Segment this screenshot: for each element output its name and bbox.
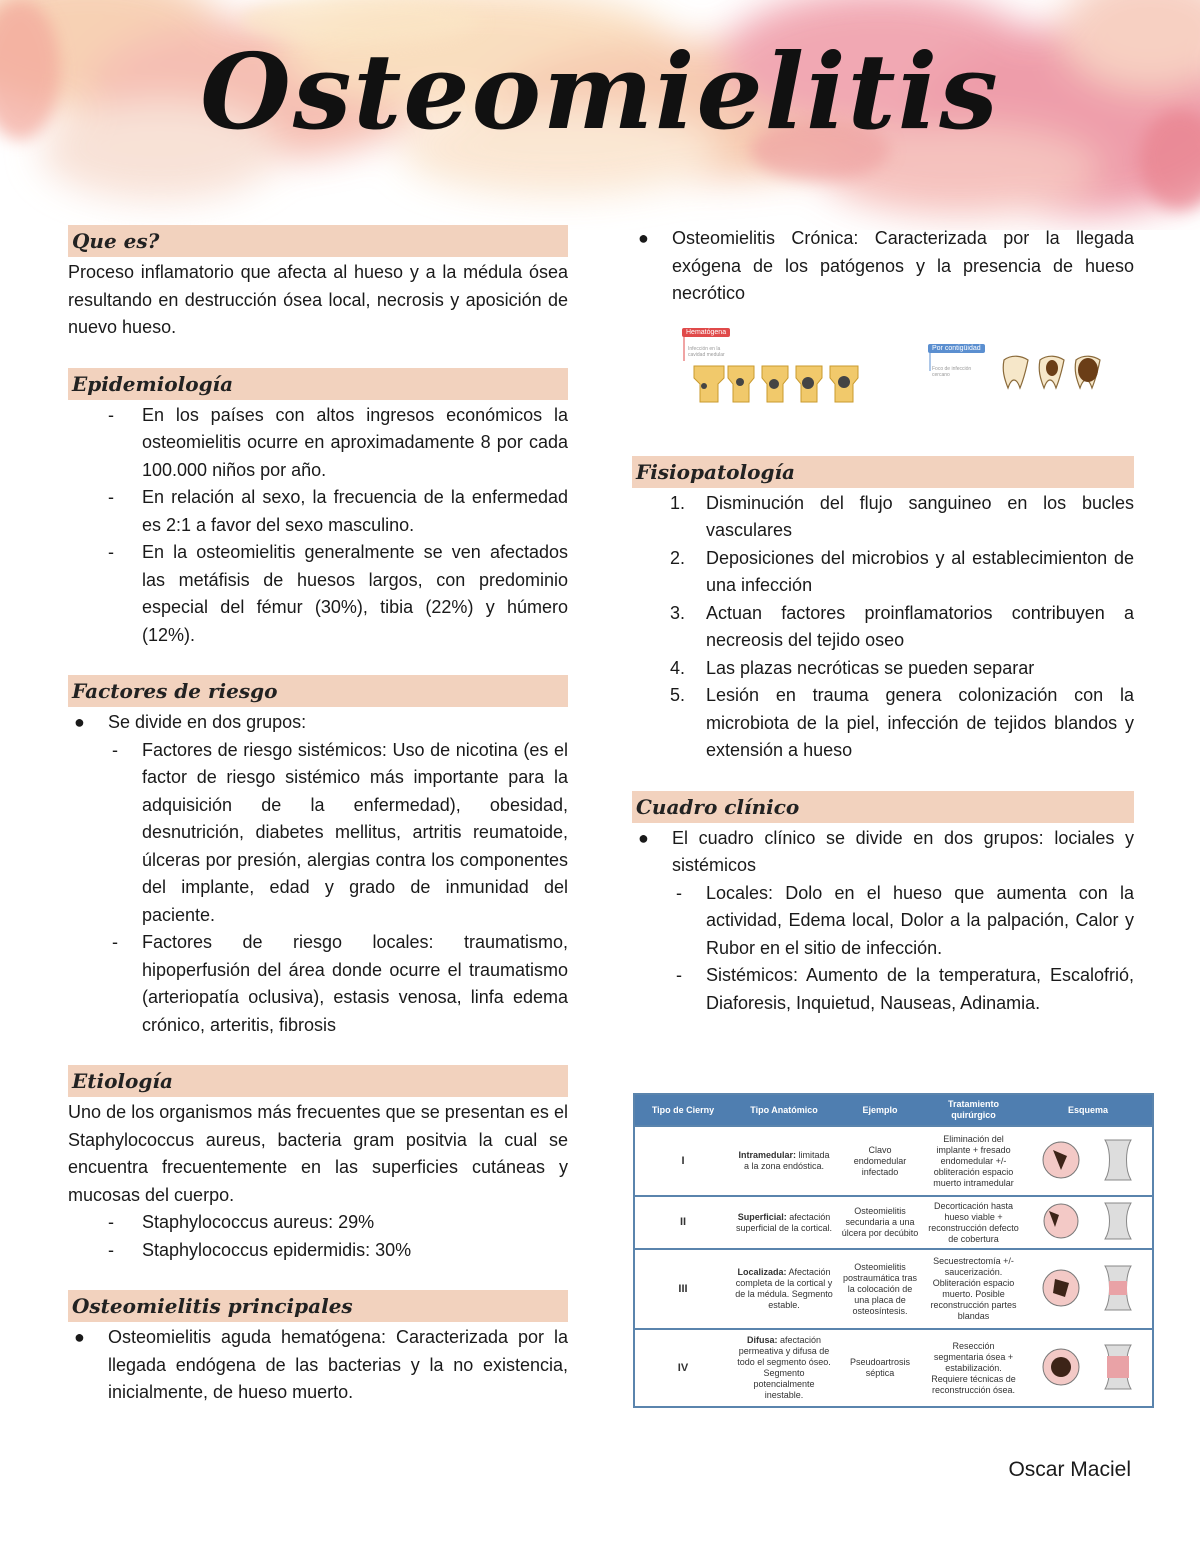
cell-esquema — [1024, 1196, 1153, 1249]
list-item: 3. Actuan factores proinflamatorios contribuyen a necreosis del tejido oseo — [670, 602, 1134, 650]
cell-esquema — [1024, 1126, 1153, 1196]
heading-epidemiologia: Epidemiología — [68, 368, 568, 400]
etiologia-list — [68, 1209, 568, 1264]
section-cuadro — [632, 791, 1134, 1018]
cell-tratamiento: Eliminación del implante + fresado endomedular +/- obliteración espacio muerto intramedular — [923, 1126, 1024, 1196]
list-item: 2. Deposiciones del microbios y al establecimienton de una infección — [670, 547, 1134, 595]
heading-fisiopatologia: Fisiopatología — [632, 456, 1134, 488]
cell-type: IV — [634, 1329, 731, 1407]
epidemiologia-list — [68, 402, 568, 650]
cuadro-list — [632, 825, 1134, 1018]
list-item: - Sistémicos: Aumento de la temperatura, Escalofrió, Diaforesis, Inquietud, Nauseas, Adinamia. — [676, 965, 1134, 1013]
cell-anatomico: Localizada: Afectación completa de la cortical y de la médula. Segmento estable. — [731, 1249, 837, 1329]
etiologia-text: Uno de los organismos más frecuentes que se presentan es el Staphylococcus aureus, bacteria gram positvia la cual se encuentra frecuentemente en las superficies cutáneas y mucosas del cuerpo. — [68, 1102, 568, 1205]
cierny-table — [633, 1093, 1154, 1408]
list-item: 5. Lesión en trauma genera colonización con la microbiota de la piel, infección de tejidos blandos y extensión a hueso — [670, 685, 1134, 760]
page-title: Osteomielitis — [200, 30, 1000, 153]
section-etiologia — [68, 1065, 568, 1264]
cell-tratamiento: Decorticación hasta hueso viable + reconstrucción defecto de cobertura — [923, 1196, 1024, 1249]
list-item: ● Se divide en dos grupos: - Factores de riesgo sistémicos: Uso de nicotina (es el factor de riesgo sistémico más importante para la adquisición de la enfermedad), obesidad, desnutrición, diabetes mellitus, artritis reumatoide, úlceras por presión, alergias contra los componentes del implante, edad y grado de inmunidad del paciente. - Factores de riesgo locales: traumatismo, hipoperfusión del área donde ocurre el traumatismo (arteriopatía oclusiva), estasis venosa, linfa edema crónico, arteritis, fibrosis — [68, 709, 568, 1039]
table-row — [634, 1196, 1153, 1249]
col-header: Esquema — [1024, 1094, 1153, 1126]
factores-list — [68, 709, 568, 1039]
cell-type: I — [634, 1126, 731, 1196]
col-header: Tratamiento quirúrgico — [923, 1094, 1024, 1126]
cell-tratamiento: Resección segmentaria ósea + estabilización. Requiere técnicas de reconstrucción ósea. — [923, 1329, 1024, 1407]
que-es-text: Proceso inflamatorio que afecta al hueso y a la médula ósea resultando en destrucción ósea local, necrosis y aposición de nuevo hueso. — [68, 262, 568, 337]
cell-anatomico: Difusa: afectación permeativa y difusa de todo el segmento óseo. Segmento potencialmente inestable. — [731, 1329, 837, 1407]
cell-ejemplo: Osteomielitis postraumática tras la colocación de una placa de osteosíntesis. — [837, 1249, 923, 1329]
list-item: ● Osteomielitis aguda hematógena: Caracterizada por la llegada endógena de las bacterias y la no existencia, inicialmente, de hueso muerto. — [74, 1327, 568, 1402]
list-item: - Factores de riesgo sistémicos: Uso de nicotina (es el factor de riesgo sistémico más importante para la adquisición de la enfermedad), obesidad, desnutrición, diabetes mellitus, artritis reumatoide, úlceras por presión, alergias contra los componentes del implante, edad y grado de inmunidad del paciente. — [112, 739, 568, 925]
col-header: Tipo Anatómico — [731, 1094, 837, 1126]
cell-tratamiento: Secuestrectomía +/- saucerización. Obliteración espacio muerto. Posible reconstrucción partes blandas — [923, 1249, 1024, 1329]
list-item: ● El cuadro clínico se divide en dos grupos: lociales y sistémicos - Locales: Dolo en el hueso que aumenta con la actividad, Edema local, Dolor a la palpación, Calor y Rubor en el sitio de infección. - Sistémicos: Aumento de la temperatura, Escalofrió, Diaforesis, Inquietud, Nauseas, Adinamia. — [632, 825, 1134, 1018]
section-que-es — [68, 225, 568, 342]
principales-list — [68, 1324, 568, 1407]
list-item: 1. Disminución del flujo sanguineo en los bucles vasculares — [670, 492, 1134, 540]
table-row — [634, 1249, 1153, 1329]
list-item: 4. Las plazas necróticas se pueden separar — [670, 657, 1035, 678]
tag-contiguidad: Por contigüidad — [928, 344, 985, 353]
section-epidemiologia — [68, 368, 568, 650]
schema-diagram — [1033, 1199, 1143, 1243]
schema-diagram — [1033, 1342, 1143, 1392]
cell-ejemplo: Clavo endomedular infectado — [837, 1126, 923, 1196]
col-header: Ejemplo — [837, 1094, 923, 1126]
fisiopatologia-list — [632, 490, 1134, 765]
heading-principales: Osteomielitis principales — [68, 1290, 568, 1322]
section-factores — [68, 675, 568, 1039]
caption-contiguidad: Foco de infección cercano — [932, 365, 972, 378]
right-column — [632, 225, 1134, 1043]
table-header-row — [634, 1094, 1153, 1126]
list-item: - En relación al sexo, la frecuencia de la enfermedad es 2:1 a favor del sexo masculino. — [108, 487, 568, 535]
section-fisiopatologia — [632, 456, 1134, 765]
author-name: Oscar Maciel — [1008, 1458, 1131, 1481]
list-item: ● Osteomielitis Crónica: Caracterizada por la llegada exógena de los patógenos y la presencia de hueso necrótico — [638, 228, 1134, 303]
heading-que-es: Que es? — [68, 225, 568, 257]
cell-anatomico: Superficial: afectación superficial de la cortical. — [731, 1196, 837, 1249]
cell-ejemplo: Pseudoartrosis séptica — [837, 1329, 923, 1407]
cell-ejemplo: Osteomielitis secundaria a una úlcera por decúbito — [837, 1196, 923, 1249]
list-item: - Staphylococcus epidermidis: 30% — [108, 1239, 412, 1260]
cell-esquema — [1024, 1329, 1153, 1407]
list-item: - En los países con altos ingresos económicos la osteomielitis ocurre en aproximadamente 8 por cada 100.000 niños por año. — [108, 404, 568, 480]
section-principales — [68, 1290, 568, 1407]
list-item: - Staphylococcus aureus: 29% — [108, 1212, 375, 1232]
cell-type: III — [634, 1249, 731, 1329]
heading-etiologia: Etiología — [68, 1065, 568, 1097]
caption-hematogena: Infección en la cavidad medular — [688, 345, 725, 358]
left-column — [68, 225, 568, 1433]
cronica-list — [632, 225, 1134, 308]
list-item: - En la osteomielitis generalmente se ven afectados las metáfisis de huesos largos, con predominio especial del fémur (30%), tibia (22%) y húmero (12%). — [108, 542, 568, 645]
table-row — [634, 1126, 1153, 1196]
cell-esquema — [1024, 1249, 1153, 1329]
tag-hematogena: Hematógena — [682, 328, 730, 337]
osteomyelitis-route-figure — [632, 316, 1134, 446]
col-header: Tipo de Cierny — [634, 1094, 731, 1126]
heading-factores: Factores de riesgo — [68, 675, 568, 707]
list-item: - Locales: Dolo en el hueso que aumenta con la actividad, Edema local, Dolor a la palpación, Calor y Rubor en el sitio de infección. — [676, 882, 1134, 958]
cell-anatomico: Intramedular: limitada a la zona endóstica. — [731, 1126, 837, 1196]
cell-type: II — [634, 1196, 731, 1249]
heading-cuadro: Cuadro clínico — [632, 791, 1134, 823]
bone-illustrations — [632, 316, 1134, 446]
list-item: - Factores de riesgo locales: traumatismo, hipoperfusión del área donde ocurre el traumatismo (arteriopatía oclusiva), estasis venosa, linfa edema crónico, arteritis, fibrosis — [112, 932, 568, 1035]
schema-diagram — [1033, 1136, 1143, 1184]
schema-diagram — [1033, 1263, 1143, 1313]
table-row — [634, 1329, 1153, 1407]
